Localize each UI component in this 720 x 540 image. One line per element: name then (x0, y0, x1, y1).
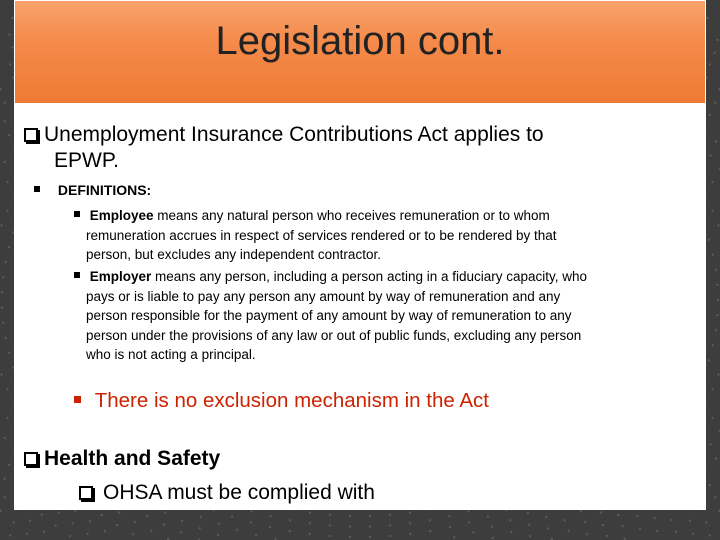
employer-definition (74, 267, 587, 287)
square-bullet-icon (74, 272, 80, 278)
square-bullet-icon (74, 211, 80, 217)
employee-line-1: means any natural person who receives remuneration or to whom (153, 208, 550, 223)
employee-definition (74, 206, 550, 226)
health-safety-heading (24, 446, 220, 472)
employer-line-2: pays or is liable to pay any person any amount by way of remuneration and any (86, 288, 561, 304)
employer-line-1: means any person, including a person acting in a fiduciary capacity, who (151, 269, 588, 284)
exclusion-note-text: There is no exclusion mechanism in the Act (94, 389, 489, 412)
employer-line-4: person under the provisions of any law or out of public funds, excluding any person (86, 327, 582, 343)
employee-line-3: person, but excludes any independent contractor. (86, 247, 381, 262)
bullet-uic-act (24, 122, 544, 148)
employer-term: Employer (89, 269, 152, 284)
title-banner (14, 0, 706, 104)
ohsa-text: OHSA must be complied with (103, 481, 375, 504)
square-bullet-icon (34, 186, 40, 192)
checkbox-bullet-icon (24, 128, 38, 142)
exclusion-note (74, 389, 489, 413)
bullet-text-continued: EPWP. (54, 149, 119, 172)
employee-term: Employee (89, 208, 154, 223)
employer-line-5: who is not acting a principal. (86, 347, 256, 362)
health-safety-text: Health and Safety (44, 447, 221, 470)
checkbox-bullet-icon (24, 452, 38, 466)
content-panel (14, 104, 706, 510)
employee-line-2: remuneration accrues in respect of services rendered or to be rendered by that (86, 227, 557, 243)
definitions-label: DEFINITIONS: (57, 182, 152, 198)
ohsa-bullet (79, 480, 375, 506)
bullet-uic-act-continued (54, 148, 119, 174)
checkbox-bullet-icon (79, 486, 93, 500)
square-bullet-icon (74, 396, 81, 403)
definitions-heading (34, 181, 151, 199)
employer-line-3: person responsible for the payment of any amount by way of remuneration to any (86, 308, 572, 323)
slide-title: Legislation cont. (215, 19, 505, 63)
bullet-text: Unemployment Insurance Contributions Act applies to (44, 123, 544, 146)
